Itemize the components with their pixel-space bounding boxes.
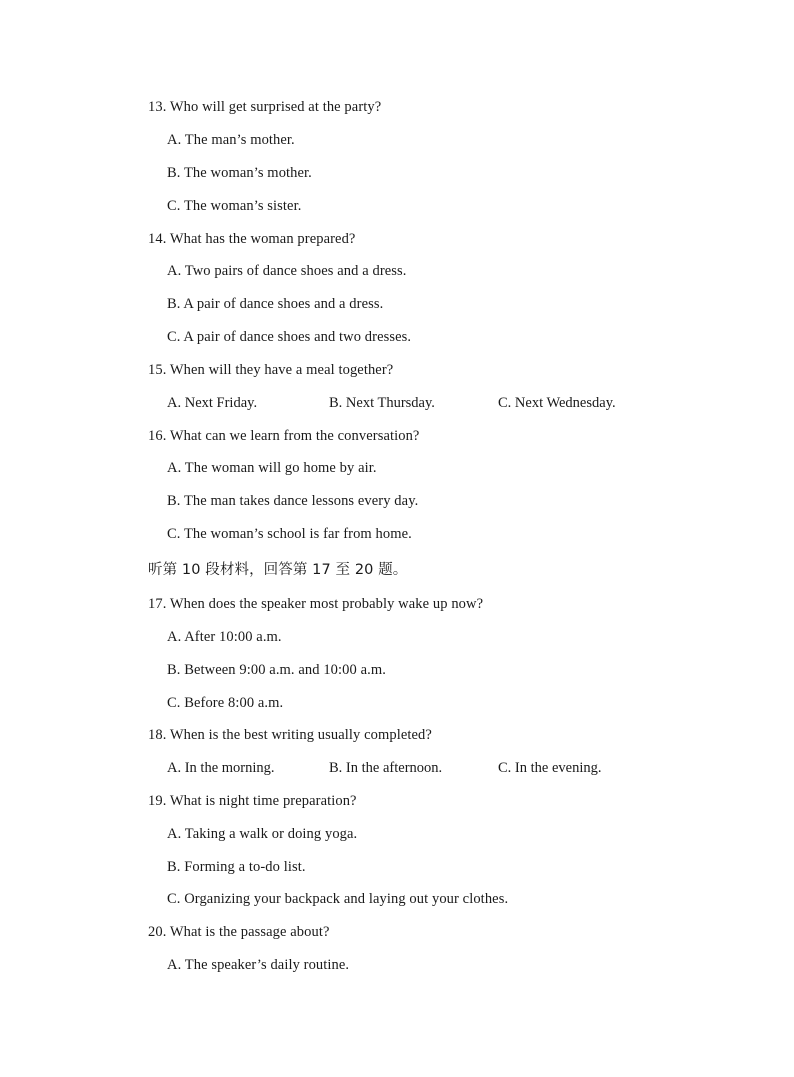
question-18-option-c: C. In the evening.: [498, 760, 602, 776]
question-14-option-b: B. A pair of dance shoes and a dress.: [167, 296, 384, 312]
question-13-stem: 13. Who will get surprised at the party?: [148, 99, 382, 115]
question-13-option-a: A. The man’s mother.: [167, 132, 295, 148]
question-13-option-c: C. The woman’s sister.: [167, 198, 302, 214]
question-17-option-b: B. Between 9:00 a.m. and 10:00 a.m.: [167, 662, 386, 678]
question-17-option-c: C. Before 8:00 a.m.: [167, 695, 284, 711]
question-15-stem: 15. When will they have a meal together?: [148, 362, 394, 378]
section-heading: 听第 10 段材料，回答第 17 至 20 题。: [148, 562, 408, 578]
question-20-stem: 20. What is the passage about?: [148, 924, 330, 940]
question-15-option-b: B. Next Thursday.: [329, 395, 435, 411]
question-19-option-b: B. Forming a to-do list.: [167, 859, 306, 875]
question-18-option-b: B. In the afternoon.: [329, 760, 443, 776]
question-19-stem: 19. What is night time preparation?: [148, 793, 357, 809]
question-13-option-b: B. The woman’s mother.: [167, 165, 312, 181]
question-19-option-a: A. Taking a walk or doing yoga.: [167, 826, 358, 842]
question-17-stem: 17. When does the speaker most probably wake up now?: [148, 596, 484, 612]
question-20-option-a: A. The speaker’s daily routine.: [167, 957, 350, 973]
question-14-stem: 14. What has the woman prepared?: [148, 231, 356, 247]
question-16-stem: 16. What can we learn from the conversation?: [148, 428, 420, 444]
question-14-option-a: A. Two pairs of dance shoes and a dress.: [167, 263, 407, 279]
question-16-option-c: C. The woman’s school is far from home.: [167, 526, 412, 542]
question-17-option-a: A. After 10:00 a.m.: [167, 629, 282, 645]
question-18-option-a: A. In the morning.: [167, 760, 275, 776]
question-14-option-c: C. A pair of dance shoes and two dresses.: [167, 329, 412, 345]
question-16-option-b: B. The man takes dance lessons every day.: [167, 493, 419, 509]
question-15-option-c: C. Next Wednesday.: [498, 395, 616, 411]
question-18-stem: 18. When is the best writing usually completed?: [148, 727, 432, 743]
question-15-option-a: A. Next Friday.: [167, 395, 258, 411]
question-19-option-c: C. Organizing your backpack and laying out your clothes.: [167, 891, 509, 907]
question-16-option-a: A. The woman will go home by air.: [167, 460, 377, 476]
